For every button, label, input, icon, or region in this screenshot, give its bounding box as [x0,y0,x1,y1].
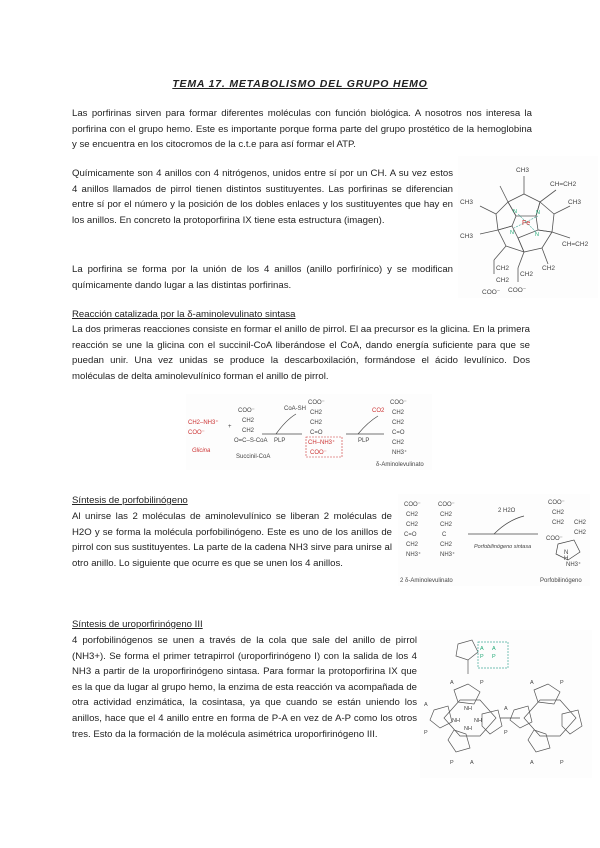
nitrogen-label: N [536,210,540,216]
plp-label: PLP [274,438,286,444]
plp-label: PLP [358,438,370,444]
ala-formula: C=O [392,430,405,436]
ala-formula: COO⁻ [438,502,455,508]
heme-label: CH2 [542,265,556,272]
heme-label: COO⁻ [482,289,501,296]
heme-label: CH3 [516,167,530,174]
succinyl-formula: CH2 [242,428,255,434]
ala-formula: CH2 [392,440,405,446]
uro-label: A [424,702,428,708]
uro-label: A [530,680,534,686]
intermediate-formula: COO⁻ [310,450,327,456]
iron-label: Fe [522,220,531,227]
co2-label: CO2 [372,408,385,414]
page-title: TEMA 17. METABOLISMO DEL GRUPO HEMO [172,78,428,90]
enzyme-label: Porfobilinógeno sintasa [474,544,532,550]
glycine-formula: CH2–NH3⁺ [188,420,219,426]
ala-formula: CH2 [440,512,453,518]
heme-label: CH=CH2 [550,181,577,188]
intermediate-formula: COO⁻ [308,400,325,406]
intermediate-formula: CH–NH3⁺ [308,440,336,446]
uro-label: A [470,760,474,766]
ala-formula: CH2 [440,542,453,548]
heme-label: CH2 [496,277,510,284]
coa-label: CoA-SH [284,406,307,412]
uro-label: A [504,706,508,712]
uro-label: P [424,730,428,736]
section-heading-pbg: Síntesis de porfobilinógeno [72,495,188,506]
uro-label: A [530,760,534,766]
uro-label: A [450,680,454,686]
nitrogen-label: N [510,230,514,236]
ala-paragraph: La dos primeras reacciones consiste en formar el anillo de pirrol. El aa precursor es la glicina. En la primera reacción se une la glicina con el succinil-CoA liberándose el CoA, dando energía suficiente para que se puedan unir. Una vez unidas se produce la descarboxilación, formándose el ácido levulínico. Dos moléculas de delta aminolevulínico forman el anillo de pirrol. [72,324,530,382]
pbg-right-label: Porfobilinógeno [540,578,582,584]
uro-label: A [492,646,496,652]
ala-formula: NH3⁺ [440,552,456,558]
water-label: 2 H2O [498,508,516,514]
heme-label: CH3 [460,233,474,240]
pbg-paragraph: Al unirse las 2 moléculas de aminolevulínico se liberan 2 moléculas de H2O y se forma la molécula porfobilinógeno. Este es uno de los anillos de pirrol con sus sustituyentes. La parte de la cadena NH3 sirve para unirse al otro anillo. Lo siguiente que ocurre es que se unen los 4 anillos. [72,511,392,569]
heme-label: CH2 [520,271,534,278]
uroporphyrinogen-figure [420,630,592,778]
glycine-formula: COO⁻ [188,430,205,436]
glycine-label: Glicina [192,448,211,454]
section-heading-ala: Reacción catalizada por la δ-aminolevulinato sintasa [72,309,296,320]
nitrogen-label: N [513,209,517,215]
ala-formula: NH3⁺ [392,450,408,456]
formation-paragraph: La porfirina se forma por la unión de los 4 anillos (anillo porfirínico) y se modifican químicamente dando lugar a las distintas porfirinas. [72,264,453,291]
pbg-formula: CH2 [574,520,587,526]
heme-label: CH3 [460,199,474,206]
ala-formula: CH2 [440,522,453,528]
ala-formula: CH2 [392,410,405,416]
uro-label: P [480,680,484,686]
ala-formula: C [442,532,447,538]
uro-label: A [480,646,484,652]
ala-formula: CH2 [406,522,419,528]
uro-label: NH [474,718,482,724]
heme-label: CH=CH2 [562,241,589,248]
porphobilinogen-figure [398,494,590,586]
uro-label: P [450,760,454,766]
pbg-formula: COO⁻ [546,536,563,542]
intermediate-formula: CH2 [310,410,323,416]
succinyl-formula: CH2 [242,418,255,424]
pbg-formula: CH2 [574,530,587,536]
nitrogen-label: N [535,232,539,238]
uro-label: P [492,654,496,660]
intermediate-formula: CH2 [310,420,323,426]
uro-label: P [560,760,564,766]
uro-paragraph: 4 porfobilinógenos se unen a través de la cola que sale del anillo de pirrol (NH3+). Se forma el primer tetrapirrol (uroporfirinógeno I) con la salida de los 4 NH3 a partir de la uroporfirinógeno sintasa. Para formar la protoporfirina IX que es la que da lugar al grupo hemo, la enzima de esta reacción va acompañada de otra actividad enzimática, la cosintasa, ya que cuando se están uniendo los anillos, hace que el 4 anillo entre en forma de P-A en vez de A-P como los otros tres. Esto da la formación de la molécula asimétrica uroporfirinógeno III. [72,635,417,740]
pbg-formula: H [564,556,569,562]
intro-paragraph: Las porfirinas sirven para formar diferentes moléculas con función biológica. A nosotros nos interesa la porfirina con el grupo hemo. Este es importante porque forma parte del grupo prostético de la hemoglobina y se encuentra en los citocromos de la c.t.e para así formar el ATP. [72,108,532,151]
heme-label: COO⁻ [508,287,527,294]
pbg-formula: CH2 [552,520,565,526]
ala-formula: CH2 [406,512,419,518]
intermediate-formula: C=O [310,430,323,436]
uro-label: NH [464,726,472,732]
protoporphyrin-figure [458,156,598,298]
ala-formula: COO⁻ [404,502,421,508]
ala-formula: COO⁻ [390,400,407,406]
uro-label: P [480,654,484,660]
ala-synthase-figure [186,394,432,470]
ala-label: δ-Aminolevulinato [376,462,424,468]
uro-label: P [560,680,564,686]
heme-label: CH2 [496,265,510,272]
uro-label: NH [452,718,460,724]
pbg-formula: CH2 [552,510,565,516]
ala-formula: CH2 [406,542,419,548]
pbg-formula: NH3⁺ [566,562,582,568]
section-heading-uro: Síntesis de uroporfirinógeno III [72,619,203,630]
ala-formula: NH3⁺ [406,552,422,558]
structure-paragraph: Químicamente son 4 anillos con 4 nitrógenos, unidos entre sí por un CH. A su vez estos 4 anillos llamados de pirrol tienen distintos sustituyentes. Las porfirinas se diferencian entre sí por el número y la posición de los dobles enlaces y los sustituyentes que hay en los anillos. En concreto la protoporfirina IX tiene esta estructura (imagen). [72,168,453,226]
ala-formula: C=O [404,532,417,538]
pbg-left-label: 2 δ-Aminolevulinato [400,578,453,584]
uro-label: P [504,730,508,736]
succinyl-label: Succinil-CoA [236,454,271,460]
svg-text:+: + [228,424,232,430]
pbg-formula: COO⁻ [548,500,565,506]
succinyl-formula: COO⁻ [238,408,255,414]
succinyl-formula: O=C–S-CoA [234,438,268,444]
uro-label: NH [464,706,472,712]
heme-label: CH3 [568,199,582,206]
pbg-formula: N [564,550,569,556]
ala-formula: CH2 [392,420,405,426]
